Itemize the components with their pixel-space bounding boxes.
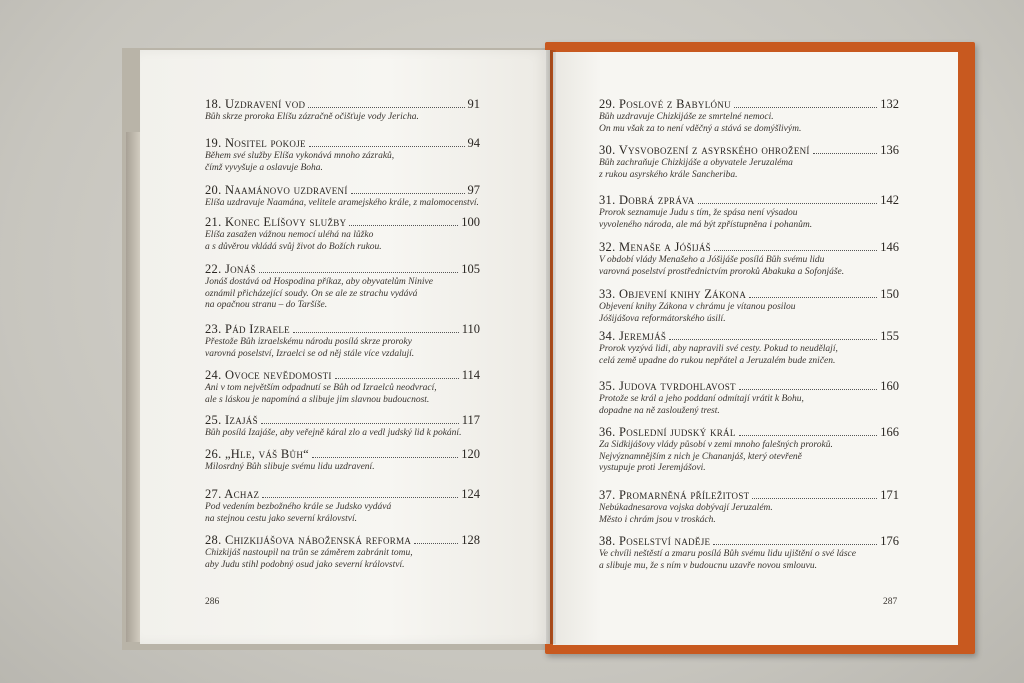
toc-entry-heading (205, 322, 480, 336)
dot-leader (262, 497, 458, 498)
dot-leader (349, 225, 458, 226)
chapter-title: 26. „Hle, váš Bůh“ (205, 447, 309, 461)
dot-leader (261, 423, 459, 424)
chapter-page-number: 114 (461, 368, 480, 382)
chapter-summary: Jonáš dostává od Hospodina příkaz, aby obyvatelům Ninive oznámil přicházející soudy. On se ale ze strachu vydává na opačnou stranu – do Taršíše. (205, 277, 433, 310)
chapter-page-number: 176 (880, 534, 899, 548)
dot-leader (739, 435, 878, 436)
toc-entry-heading (205, 136, 480, 150)
toc-entry (599, 97, 899, 135)
chapter-summary: Bůh uzdravuje Chizkijáše ze smrtelné nemoci. On mu však za to není vděčný a stává se domýšlivým. (599, 112, 802, 134)
toc-entry-heading (205, 447, 480, 461)
chapter-title: 19. Nositel pokoje (205, 136, 306, 150)
chapter-title: 20. Naamánovo uzdravení (205, 183, 348, 197)
toc-entry-heading (205, 413, 480, 427)
chapter-title: 18. Uzdravení vod (205, 97, 306, 111)
toc-entry-heading (599, 240, 899, 254)
dot-leader (698, 203, 878, 204)
chapter-page-number: 166 (880, 425, 899, 439)
toc-entry-heading (205, 533, 480, 547)
toc-entry-heading (205, 97, 480, 111)
chapter-title: 24. Ovoce nevědomosti (205, 368, 332, 382)
chapter-page-number: 120 (461, 447, 480, 461)
chapter-summary: Bůh posílá Izajáše, aby veřejně káral zlo a vedl judský lid k pokání. (205, 428, 462, 438)
chapter-page-number: 100 (461, 215, 480, 229)
chapter-summary: Během své služby Elíša vykonává mnoho zázraků, čímž vyvyšuje a oslavuje Boha. (205, 151, 395, 173)
chapter-title: 33. Objevení knihy Zákona (599, 287, 747, 301)
chapter-title: 28. Chizkijášova náboženská reforma (205, 533, 412, 547)
toc-entry-heading (599, 425, 899, 439)
chapter-title: 31. Dobrá zpráva (599, 193, 695, 207)
toc-entry-heading (205, 487, 480, 501)
dot-leader (749, 297, 877, 298)
chapter-page-number: 124 (461, 487, 480, 501)
toc-entry (599, 143, 899, 181)
chapter-page-number: 160 (880, 379, 899, 393)
dot-leader (351, 193, 465, 194)
toc-entry-heading (599, 287, 899, 301)
toc-entry (205, 322, 480, 360)
toc-entry (599, 240, 899, 278)
toc-entry (599, 193, 899, 231)
toc-entry (599, 379, 899, 417)
chapter-summary: Prorok vyzývá lidi, aby napravili své cesty. Pokud to neudělají, celá země upadne do rukou nepřátel a Jeruzalém bude zničen. (599, 344, 838, 366)
toc-entry-heading (205, 183, 480, 197)
toc-entry-heading (205, 215, 480, 229)
toc-entry-heading (599, 329, 899, 343)
chapter-summary: Bůh skrze proroka Elíšu zázračně očišťuje vody Jericha. (205, 112, 419, 122)
chapter-title: 30. Vysvobození z asyrského ohrožení (599, 143, 810, 157)
chapter-summary: Ani v tom největším odpadnutí se Bůh od Izraelců neodvrací, ale s láskou je napomíná a slibuje jim slavnou budoucnost. (205, 383, 437, 405)
chapter-page-number: 110 (461, 322, 480, 336)
chapter-page-number: 128 (461, 533, 480, 547)
chapter-page-number: 136 (880, 143, 899, 157)
chapter-summary: Ve chvíli neštěstí a zmaru posílá Bůh svému lidu ujištění o své lásce a slibuje mu, že s ním v budoucnu uzavře novou smlouvu. (599, 549, 856, 571)
dot-leader (312, 457, 458, 458)
chapter-page-number: 155 (880, 329, 899, 343)
chapter-summary: Elíša zasažen vážnou nemocí uléhá na lůžko a s důvěrou vkládá svůj život do Božích rukou. (205, 230, 382, 252)
dot-leader (734, 107, 877, 108)
chapter-summary: Nebúkadnesarova vojska dobývají Jeruzalém. Město i chrám jsou v troskách. (599, 503, 773, 525)
chapter-summary: Přestože Bůh izraelskému národu posílá skrze proroky varovná poselství, Izraelci se od něj stále více vzdalují. (205, 337, 415, 359)
chapter-summary: Elíša uzdravuje Naamána, velitele aramejského krále, z malomocenství. (205, 198, 479, 208)
dot-leader (309, 146, 465, 147)
toc-entry-heading (599, 488, 899, 502)
dot-leader (308, 107, 464, 108)
dot-leader (813, 153, 878, 154)
chapter-title: 35. Judova tvrdohlavost (599, 379, 736, 393)
chapter-summary: Chizkijáš nastoupil na trůn se záměrem zabránit tomu, aby Judu stihl podobný osud jako severní království. (205, 548, 413, 570)
toc-entry (205, 413, 480, 440)
chapter-summary: Prorok seznamuje Judu s tím, že spása není výsadou vyvoleného národa, ale má být zpřístupněna i pohanům. (599, 208, 813, 230)
toc-entry-heading (599, 534, 899, 548)
page-number-left: 286 (205, 597, 220, 607)
chapter-summary: Bůh zachraňuje Chizkijáše a obyvatele Jeruzaléma z rukou asyrského krále Sancheriba. (599, 158, 793, 180)
dot-leader (713, 544, 877, 545)
chapter-title: 29. Poslové z Babylónu (599, 97, 731, 111)
chapter-title: 34. Jeremjáš (599, 329, 667, 343)
chapter-title: 32. Menaše a Jóšijáš (599, 240, 711, 254)
toc-entry-heading (599, 379, 899, 393)
toc-entry (599, 425, 899, 475)
chapter-title: 22. Jonáš (205, 262, 256, 276)
toc-entry (205, 368, 480, 406)
chapter-summary: Milosrdný Bůh slibuje svému lidu uzdravení. (205, 462, 375, 472)
chapter-title: 21. Konec Elíšovy služby (205, 215, 347, 229)
toc-entry-heading (599, 97, 899, 111)
chapter-page-number: 150 (880, 287, 899, 301)
dot-leader (293, 332, 459, 333)
toc-entry-heading (599, 143, 899, 157)
chapter-page-number: 171 (880, 488, 899, 502)
chapter-page-number: 146 (880, 240, 899, 254)
dot-leader (259, 272, 458, 273)
dot-leader (669, 339, 877, 340)
chapter-page-number: 117 (461, 413, 480, 427)
chapter-title: 27. Achaz (205, 487, 260, 501)
toc-entry (205, 533, 480, 571)
chapter-summary: Protože se král a jeho poddaní odmítají vrátit k Bohu, dopadne na ně zasloužený trest. (599, 394, 804, 416)
chapter-title: 23. Pád Izraele (205, 322, 290, 336)
chapter-summary: Objevení knihy Zákona v chrámu je vítanou posilou Jóšijášova reformátorského úsilí. (599, 302, 796, 324)
chapter-page-number: 105 (461, 262, 480, 276)
toc-entry (205, 487, 480, 525)
toc-entry (599, 287, 899, 325)
chapter-page-number: 142 (880, 193, 899, 207)
toc-entry (205, 215, 480, 253)
chapter-summary: V období vlády Menašeho a Jóšijáše posílá Bůh svému lidu varovná poselství prostřednictvím proroků Abakuka a Sofonjáše. (599, 255, 845, 277)
toc-entry-heading (205, 368, 480, 382)
chapter-summary: Pod vedením bezbožného krále se Judsko vydává na stejnou cestu jako severní království. (205, 502, 392, 524)
toc-entry (205, 262, 480, 312)
dot-leader (752, 498, 877, 499)
dot-leader (714, 250, 877, 251)
toc-entry (205, 97, 480, 124)
chapter-page-number: 94 (467, 136, 480, 150)
chapter-title: 36. Poslední judský král (599, 425, 736, 439)
toc-entry (599, 329, 899, 367)
toc-entry-heading (599, 193, 899, 207)
chapter-title: 37. Promarněná příležitost (599, 488, 750, 502)
toc-entry (205, 183, 480, 210)
toc-entry (599, 488, 899, 526)
dot-leader (335, 378, 459, 379)
chapter-summary: Za Sidkijášovy vlády působí v zemi mnoho falešných proroků. Nejvýznamnějším z nich je Chananjáš, který otevřeně vystupuje proti Jeremjášovi. (599, 440, 833, 473)
dot-leader (414, 543, 458, 544)
chapter-title: 25. Izajáš (205, 413, 258, 427)
toc-entry (205, 447, 480, 474)
chapter-page-number: 91 (467, 97, 480, 111)
toc-entry-heading (205, 262, 480, 276)
book-gutter (546, 50, 556, 644)
toc-entry (599, 534, 899, 572)
toc-entry (205, 136, 480, 174)
chapter-page-number: 132 (880, 97, 899, 111)
chapter-page-number: 97 (467, 183, 480, 197)
page-number-right: 287 (883, 597, 898, 607)
dot-leader (739, 389, 877, 390)
chapter-title: 38. Poselství naděje (599, 534, 711, 548)
